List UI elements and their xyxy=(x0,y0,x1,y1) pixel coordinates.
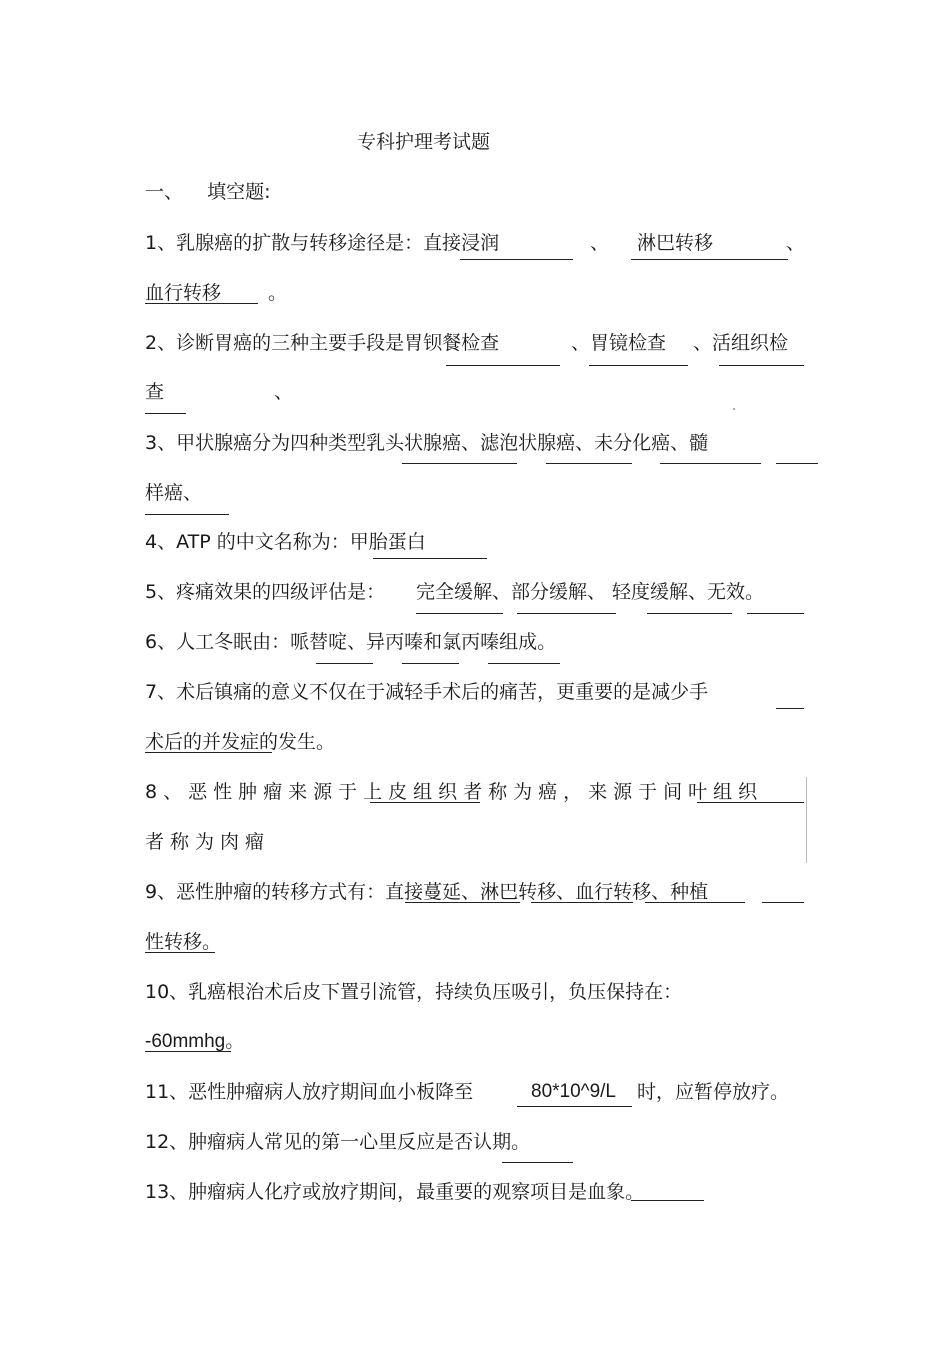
q2-end: 、 xyxy=(274,381,294,403)
q10-answer: -60mmhg。 xyxy=(145,1031,245,1052)
q3-continued: 样癌、 xyxy=(145,482,203,504)
q1-sep1: 、 xyxy=(590,232,610,254)
q11-answer: 80*10^9/L xyxy=(531,1081,616,1102)
q2-answer-3: 、活组织检 xyxy=(693,332,789,354)
answer-underline xyxy=(631,259,788,260)
answer-underline xyxy=(370,802,480,803)
q3-text: 3、甲状腺癌分为四种类型乳头状腺癌、滤泡状腺癌、未分化癌、髓 xyxy=(145,432,709,454)
q1-sep2: 、 xyxy=(786,232,806,254)
answer-underline xyxy=(762,902,804,903)
q6-text: 6、人工冬眠由：哌替啶、异丙嗪和氯丙嗪组成。 xyxy=(145,631,557,653)
q1-end: 。 xyxy=(268,282,288,304)
answer-underline xyxy=(747,613,804,614)
q1-answer-3: 血行转移 xyxy=(145,282,222,304)
answer-underline xyxy=(402,463,517,464)
answer-underline xyxy=(460,259,573,260)
q1-answer-2: 淋巴转移 xyxy=(637,232,714,254)
answer-underline xyxy=(660,463,761,464)
q2-text: 2、诊断胃癌的三种主要手段是胃钡餐检查 xyxy=(145,332,500,354)
answer-underline xyxy=(697,802,804,803)
answer-underline xyxy=(145,514,229,515)
q11-end: 时，应暂停放疗。 xyxy=(637,1081,790,1103)
answer-underline xyxy=(776,463,818,464)
answer-underline xyxy=(373,558,487,559)
page-title: 专科护理考试题 xyxy=(357,131,491,153)
q7-text: 7、术后镇痛的意义不仅在于减轻手术后的痛苦，更重要的是减少手 xyxy=(145,681,709,703)
q5-text: 5、疼痛效果的四级评估是： xyxy=(145,581,386,603)
answer-underline xyxy=(719,365,804,366)
q13-text: 13、肿瘤病人化疗或放疗期间，最重要的观察项目是血象。 xyxy=(145,1181,645,1203)
answer-underline xyxy=(647,613,732,614)
answer-underline xyxy=(145,413,186,414)
margin-line xyxy=(806,777,807,863)
q9-continued: 性转移。 xyxy=(145,931,222,953)
q2-continued: 查 xyxy=(145,381,165,403)
answer-underline xyxy=(488,663,560,664)
answer-underline xyxy=(405,902,520,903)
q2-answer-2: 、胃镜检查 xyxy=(571,332,667,354)
q7-continued: 术后的并发症的发生。 xyxy=(145,731,336,753)
answer-underline xyxy=(145,303,258,304)
answer-underline xyxy=(402,663,459,664)
q5-answer: 完全缓解、部分缓解、 轻度缓解、无效。 xyxy=(416,581,765,603)
answer-underline xyxy=(502,1162,573,1163)
answer-underline xyxy=(645,902,745,903)
answer-underline xyxy=(517,613,616,614)
answer-underline xyxy=(517,1106,632,1107)
q12-text: 12、肿瘤病人常见的第一心里反应是否认期。 xyxy=(145,1131,531,1153)
q8-continued: 者称为肉瘤 xyxy=(145,831,271,853)
answer-underline xyxy=(776,708,804,709)
q4-text: 4、ATP 的中文名称为：甲胎蛋白 xyxy=(145,531,426,553)
q10-text: 10、乳癌根治术后皮下置引流管，持续负压吸引，负压保持在： xyxy=(145,981,683,1003)
q8-text: 8、恶性肿瘤来源于上皮组织者称为癌，来源于间叶组织 xyxy=(145,781,764,803)
answer-underline xyxy=(446,365,560,366)
answer-underline xyxy=(546,463,632,464)
q11-text: 11、恶性肿瘤病人放疗期间血小板降至 xyxy=(145,1081,474,1103)
answer-underline xyxy=(416,613,503,614)
answer-underline xyxy=(531,902,633,903)
answer-underline xyxy=(145,1051,231,1052)
answer-underline xyxy=(631,1200,704,1201)
answer-underline xyxy=(145,752,272,753)
section-heading: 一、 填空题: xyxy=(145,181,271,203)
q1-text: 1、乳腺癌的扩散与转移途径是：直接浸润 xyxy=(145,232,500,254)
q9-text: 9、恶性肿瘤的转移方式有：直接蔓延、淋巴转移、血行转移、种植 xyxy=(145,881,709,903)
answer-underline xyxy=(589,365,688,366)
scan-speck xyxy=(733,408,735,410)
answer-underline xyxy=(145,952,215,953)
answer-underline xyxy=(316,663,373,664)
